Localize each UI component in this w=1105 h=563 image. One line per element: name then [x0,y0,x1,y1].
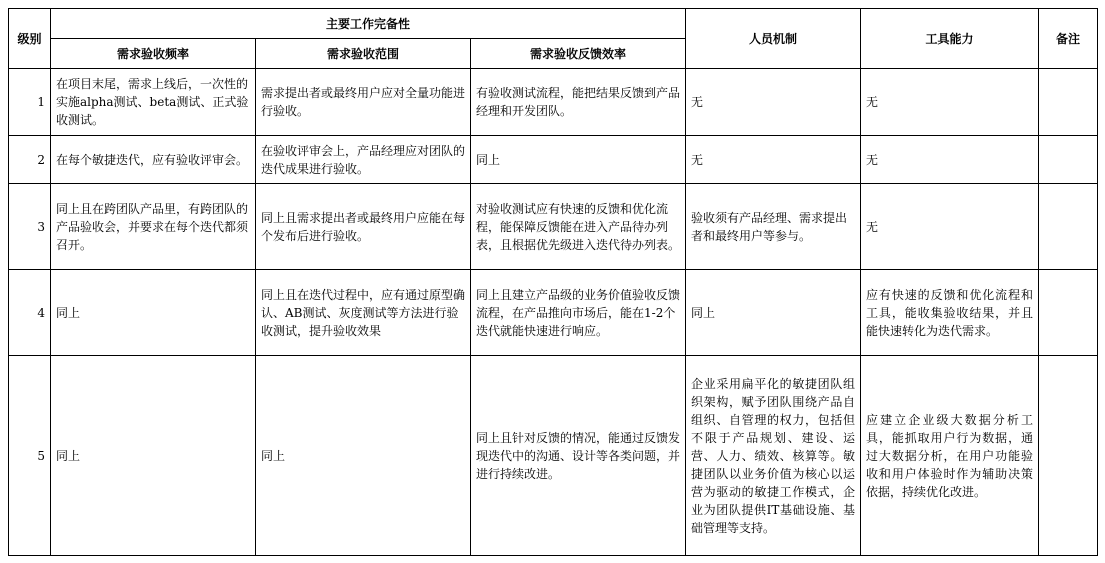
header-frequency: 需求验收频率 [51,39,256,69]
cell-scope: 在验收评审会上，产品经理应对团队的迭代成果进行验收。 [256,136,471,184]
cell-remarks [1039,184,1098,270]
header-remarks: 备注 [1039,9,1098,69]
cell-level: 5 [9,356,51,556]
cell-level: 3 [9,184,51,270]
cell-frequency: 同上 [51,270,256,356]
cell-tools: 应有快速的反馈和优化流程和工具，能收集验收结果，并且能快速转化为迭代需求。 [861,270,1039,356]
table-row [9,184,1098,270]
cell-personnel: 同上 [686,270,861,356]
header-scope: 需求验收范围 [256,39,471,69]
cell-frequency: 在每个敏捷迭代，应有验收评审会。 [51,136,256,184]
cell-level: 4 [9,270,51,356]
cell-remarks [1039,69,1098,136]
header-group: 主要工作完备性 [51,9,686,39]
cell-tools: 应建立企业级大数据分析工具，能抓取用户行为数据，通过大数据分析，在用户功能验收和用户体验时作为辅助决策依据，持续优化改进。 [861,356,1039,556]
cell-efficiency: 有验收测试流程，能把结果反馈到产品经理和开发团队。 [471,69,686,136]
cell-frequency: 同上 [51,356,256,556]
header-personnel: 人员机制 [686,9,861,69]
header-row-1 [9,9,1098,39]
table-row [9,136,1098,184]
cell-frequency: 同上且在跨团队产品里，有跨团队的产品验收会，并要求在每个迭代都须召开。 [51,184,256,270]
header-tools: 工具能力 [861,9,1039,69]
cell-efficiency: 对验收测试应有快速的反馈和优化流程，能保障反馈能在进入产品待办列表，且根据优先级进入迭代待办列表。 [471,184,686,270]
cell-personnel: 无 [686,136,861,184]
header-efficiency: 需求验收反馈效率 [471,39,686,69]
maturity-table-container [8,8,1098,556]
cell-tools: 无 [861,136,1039,184]
cell-scope: 同上 [256,356,471,556]
cell-efficiency: 同上且建立产品级的业务价值验收反馈流程，在产品推向市场后，能在1-2个迭代就能快速进行响应。 [471,270,686,356]
cell-personnel: 验收须有产品经理、需求提出者和最终用户等参与。 [686,184,861,270]
cell-efficiency: 同上 [471,136,686,184]
table-row [9,270,1098,356]
cell-efficiency: 同上且针对反馈的情况，能通过反馈发现迭代中的沟通、设计等各类问题，并进行持续改进。 [471,356,686,556]
cell-tools: 无 [861,69,1039,136]
header-level: 级别 [9,9,51,69]
table-row [9,356,1098,556]
cell-scope: 需求提出者或最终用户应对全量功能进行验收。 [256,69,471,136]
cell-personnel: 无 [686,69,861,136]
cell-level: 2 [9,136,51,184]
cell-tools: 无 [861,184,1039,270]
cell-level: 1 [9,69,51,136]
maturity-table [8,8,1098,556]
cell-personnel: 企业采用扁平化的敏捷团队组织架构，赋予团队围绕产品自组织、自管理的权力，包括但不限于产品规划、建设、运营、人力、绩效、核算等。敏捷团队以业务价值为核心以运营为驱动的敏捷工作模式，企业为团队提供IT基础设施、基础管理等支持。 [686,356,861,556]
cell-remarks [1039,356,1098,556]
cell-scope: 同上且在迭代过程中，应有通过原型确认、AB测试、灰度测试等方法进行验收测试，提升验收效果 [256,270,471,356]
cell-remarks [1039,136,1098,184]
table-row [9,69,1098,136]
cell-scope: 同上且需求提出者或最终用户应能在每个发布后进行验收。 [256,184,471,270]
cell-remarks [1039,270,1098,356]
cell-frequency: 在项目末尾，需求上线后，一次性的实施alpha测试、beta测试、正式验收测试。 [51,69,256,136]
